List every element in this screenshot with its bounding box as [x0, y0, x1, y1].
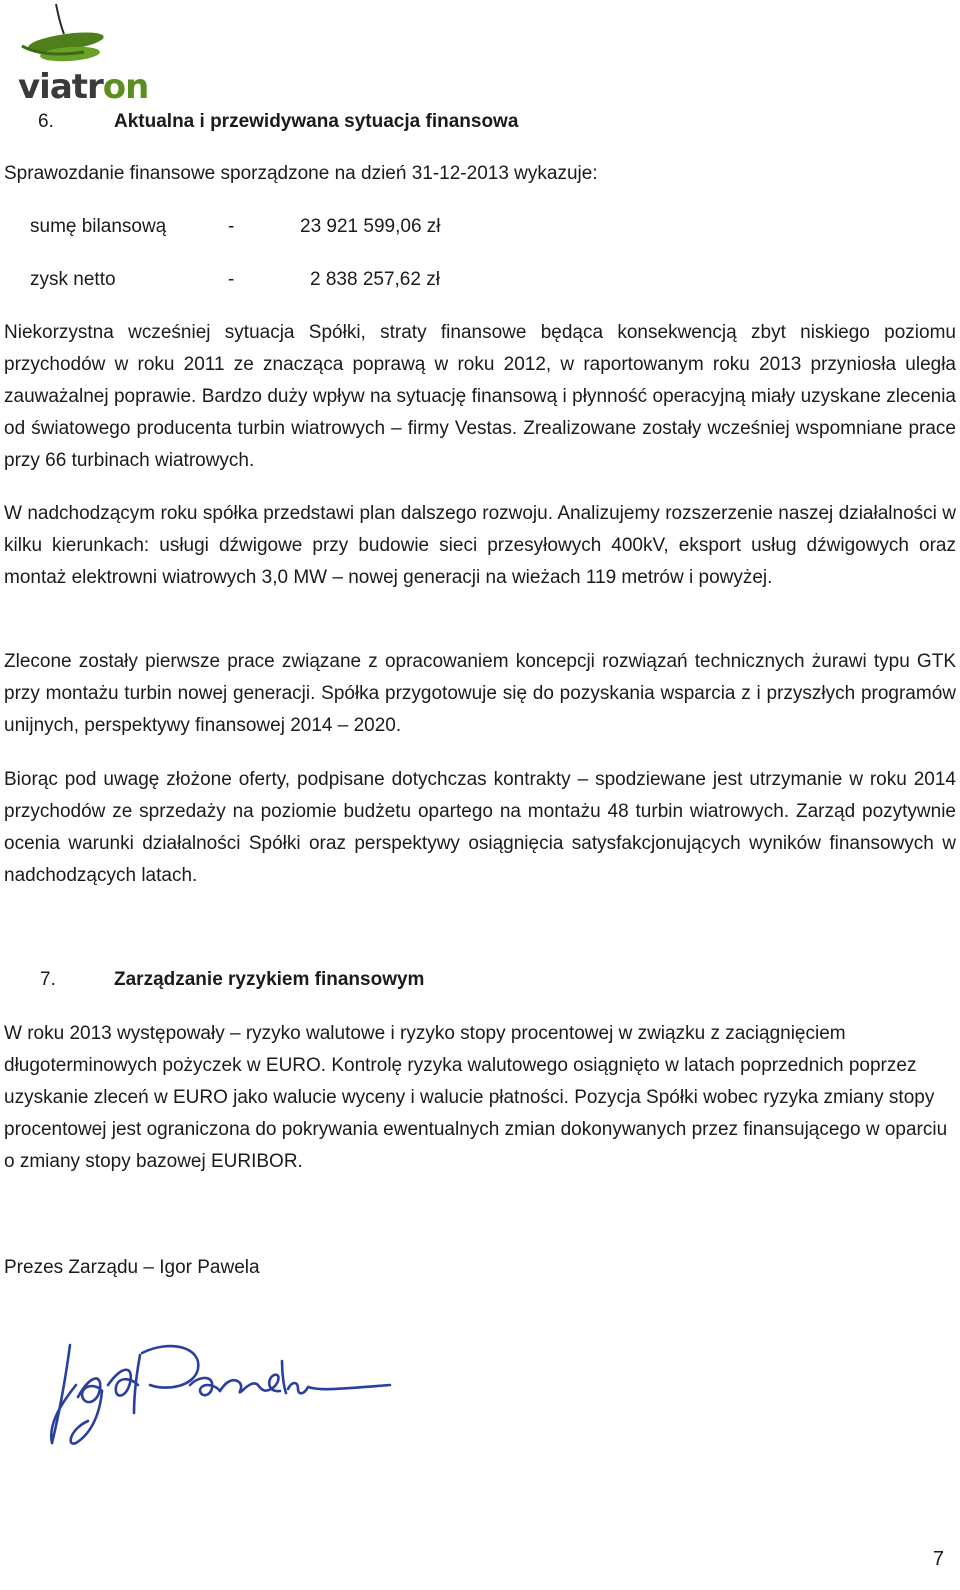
summary-value: 2 838 257,62 zł	[310, 269, 440, 290]
paragraph-financial-situation: Niekorzystna wcześniej sytuacja Spółki, straty finansowe będąca konsekwencją zbyt niskiego poziomu przychodów w roku 2011 ze znacząca poprawą w roku 2012, w raportowanym roku 2013 przyniosła uległa zauważalnej poprawie. Bardzo duży wpływ na sytuację finansową i płynność operacyjną miały uzyskane zlecenia od światowego producenta turbin wiatrowych – firmy Vestas. Zrealizowane zostały wcześniej wspomniane prace przy 66 turbinach wiatrowych.	[4, 322, 956, 471]
paragraph-gtk-cranes: Zlecone zostały pierwsze prace związane z opracowaniem koncepcji rozwiązań technicznych żurawi typu GTK przy montażu turbin nowej generacji. Spółka przygotowuje się do pozyskania wsparcia z i przyszłych programów unijnych, perspektywy finansowej 2014 – 2020.	[4, 651, 956, 736]
summary-value: 23 921 599,06 zł	[300, 216, 441, 237]
page-number: 7	[932, 1548, 944, 1570]
handwritten-signature	[30, 1325, 410, 1455]
logo-wordmark: viatron	[18, 67, 149, 107]
summary-row-net-profit	[0, 264, 600, 296]
section-6-number: 6.	[38, 111, 54, 132]
paragraph-development-plan: W nadchodzącym roku spółka przedstawi plan dalszego rozwoju. Analizujemy rozszerzenie naszej działalności w kilku kierunkach: usługi dźwigowe przy budowie sieci przesyłowych 400kV, eksport usług dźwigowych oraz montaż elektrowni wiatrowych 3,0 MW – nowej generacji na wieżach 119 metrów i powyżej.	[4, 503, 956, 588]
summary-label: sumę bilansową	[30, 216, 167, 237]
paragraph-risk-management: W roku 2013 występowały – ryzyko walutowe i ryzyko stopy procentowej w związku z zaciągnięciem długoterminowych pożyczek w EURO. Kontrolę ryzyka walutowego osiągnięto w latach poprzednich poprzez uzyskanie zleceń w EURO jako walucie wyceny i walucie płatności. Pozycja Spółki wobec ryzyka zmiany stopy procentowej jest ograniczona do pokrywania ewentualnych zmian dokonywanych przez finansującego w oparciu o zmiany stopy bazowej EURIBOR.	[4, 1023, 948, 1172]
company-logo	[14, 0, 204, 107]
summary-label: zysk netto	[30, 269, 116, 290]
section-7-heading	[38, 965, 638, 995]
paragraph-outlook-2014: Biorąc pod uwagę złożone oferty, podpisane dotychczas kontrakty – spodziewane jest utrzymanie w roku 2014 przychodów ze sprzedaży na poziomie budżetu opartego na montażu 48 turbin wiatrowych. Zarząd pozytywnie ocenia warunki działalności Spółki oraz perspektywy osiągnięcia satysfakcjonujących wyników finansowych w nadchodzących latach.	[4, 769, 956, 886]
summary-dash: -	[228, 269, 235, 290]
summary-row-balance	[0, 211, 600, 243]
report-intro: Sprawozdanie finansowe sporządzone na dzień 31-12-2013 wykazuje:	[4, 163, 598, 184]
section-6-title: Aktualna i przewidywana sytuacja finansowa	[114, 111, 519, 132]
summary-dash: -	[228, 216, 235, 237]
section-7-title: Zarządzanie ryzykiem finansowym	[114, 969, 425, 990]
section-6-heading	[38, 107, 638, 137]
signatory-line: Prezes Zarządu – Igor Pawela	[4, 1257, 260, 1278]
section-7-number: 7.	[40, 969, 56, 990]
